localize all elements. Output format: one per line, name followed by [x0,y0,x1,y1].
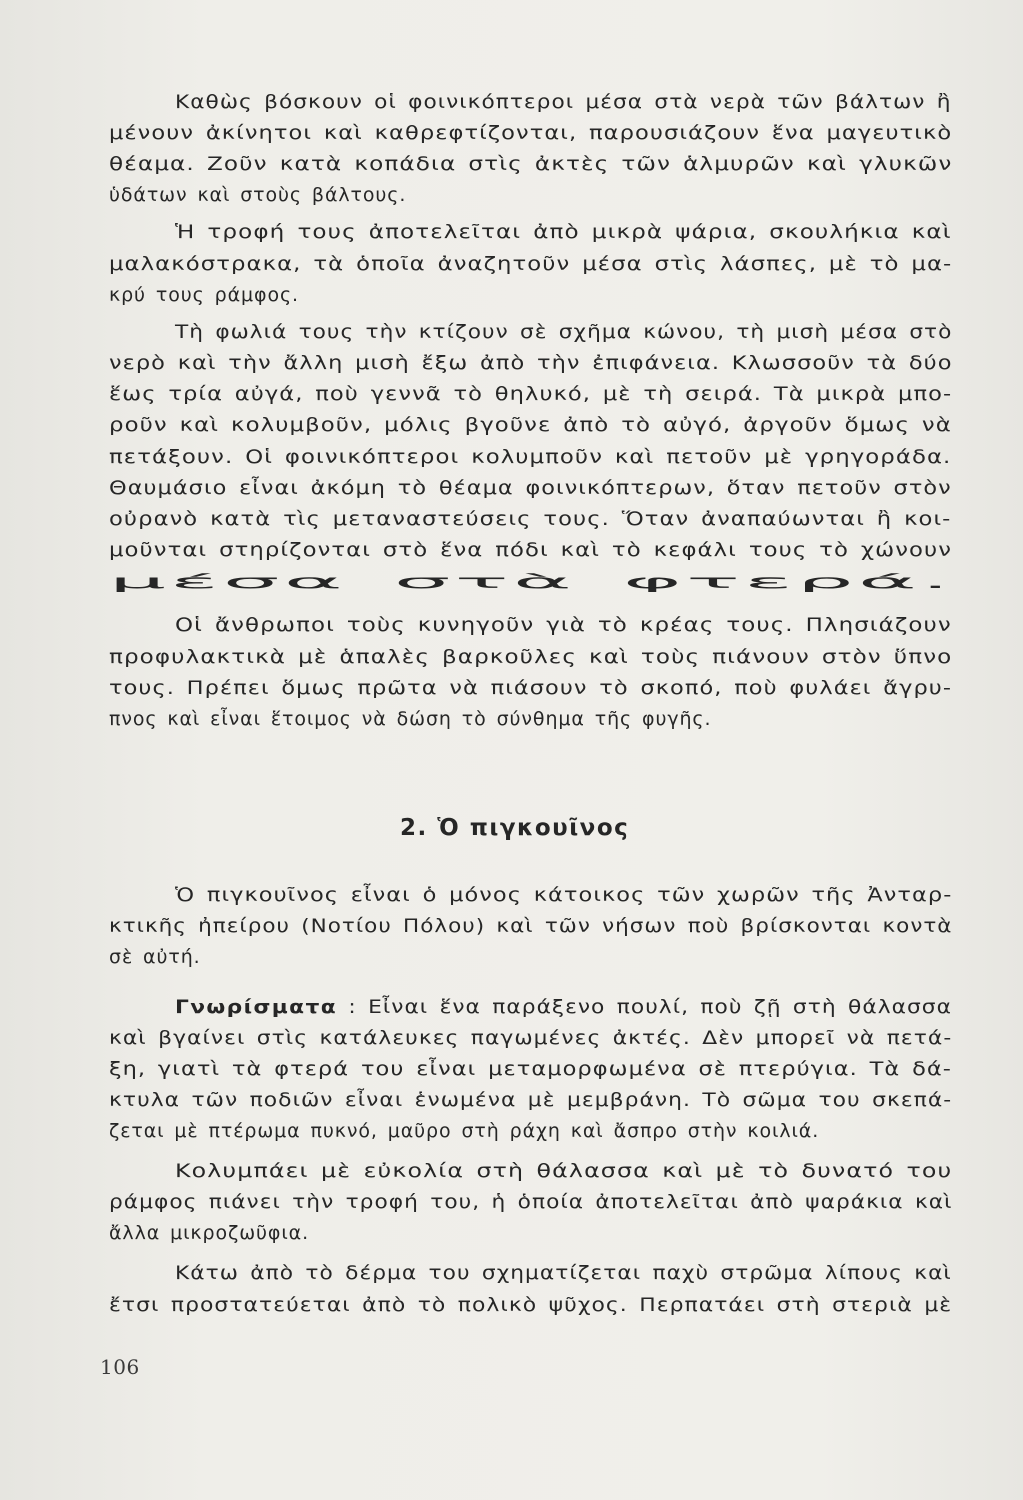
text-line: κτυλα τῶν ποδιῶν εἶναι ἑνωμένα μὲ μεμβράνη. Τὸ σῶμα του σκεπά- [109,1089,953,1111]
text-line: πνος καὶ εἶναι ἕτοιμος νὰ δώση τὸ σύνθημα τῆς φυγῆς. [109,708,712,730]
text-line: Ὁ πιγκουῖνος εἶναι ὁ μόνος κάτοικος τῶν χωρῶν τῆς Ἀνταρ- [175,884,953,906]
text-line: πετάξουν. Οἱ φοινικόπτεροι κολυμποῦν καὶ πετοῦν μὲ γρηγοράδα. [109,446,952,468]
text-line: Κάτω ἀπὸ τὸ δέρμα του σχηματίζεται παχὺ στρῶμα λίπους καὶ [175,1262,952,1284]
text-line: μέσα στὰ φτερά. [109,571,954,593]
text-line: μένουν ἀκίνητοι καὶ καθρεφτίζονται, παρουσιάζουν ἕνα μαγευτικὸ [109,122,953,144]
text-line: νερὸ καὶ τὴν ἄλλη μισὴ ἔξω ἀπὸ τὴν ἐπιφάνεια. Κλωσσοῦν τὰ δύο [109,352,953,374]
text-line: προφυλακτικὰ μὲ ἁπαλὲς βαρκοῦλες καὶ τοὺς πιάνουν στὸν ὕπνο [109,646,953,668]
text-line: σὲ αὐτή. [109,946,201,968]
text-line: καὶ βγαίνει στὶς κατάλευκες παγωμένες ἀκτές. Δὲν μπορεῖ νὰ πετά- [109,1027,953,1049]
term-separator: : [337,996,369,1018]
text-line: οὐρανὸ κατὰ τὶς μεταναστεύσεις τους. Ὅταν ἀναπαύωνται ἢ κοι- [109,508,952,530]
text-line: ἄλλα μικροζωῦφια. [109,1222,310,1244]
text-line: κτικῆς ἠπείρου (Νοτίου Πόλου) καὶ τῶν νήσων ποὺ βρίσκονται κοντὰ [109,915,953,937]
text-line: ράμφος πιάνει τὴν τροφή του, ἡ ὁποία ἀποτελεῖται ἀπὸ ψαράκια καὶ [109,1191,953,1213]
text-line: κρύ τους ράμφος. [109,284,299,306]
text-line: Θαυμάσιο εἶναι ἀκόμη τὸ θέαμα φοινικόπτερων, ὅταν πετοῦν στὸν [109,477,952,499]
section-heading: 2. Ὁ πιγκουῖνος [400,815,630,841]
page-number: 106 [100,1355,140,1379]
text-line: Καθὼς βόσκουν οἱ φοινικόπτεροι μέσα στὰ νερὰ τῶν βάλτων ἢ [175,91,952,113]
text-line [175,992,952,1022]
text-line: ροῦν καὶ κολυμβοῦν, μόλις βγοῦνε ἀπὸ τὸ αὐγό, ἀργοῦν ὅμως νὰ [109,414,952,436]
text-line: Κολυμπάει μὲ εὐκολία στὴ θάλασσα καὶ μὲ τὸ δυνατό του [175,1160,953,1182]
text-line: Οἱ ἄνθρωποι τοὺς κυνηγοῦν γιὰ τὸ κρέας τους. Πλησιάζουν [175,614,952,636]
text-line-content: Εἶναι ἕνα παράξενο πουλί, ποὺ ζῇ στὴ θάλασσα [368,996,952,1018]
text-line: ἔτσι προστατεύεται ἀπὸ τὸ πολικὸ ψῦχος. Περπατάει στὴ στεριὰ μὲ [109,1294,953,1316]
text-line: ἕως τρία αὐγά, ποὺ γεννᾶ τὸ θηλυκό, μὲ τὴ σειρά. Τὰ μικρὰ μπο- [109,383,953,405]
text-line: μοῦνται στηρίζονται στὸ ἕνα πόδι καὶ τὸ κεφάλι τους τὸ χώνουν [109,539,953,561]
text-line: Ἡ τροφή τους ἀποτελεῖται ἀπὸ μικρὰ ψάρια, σκουλήκια καὶ [175,221,952,243]
text-line: ζεται μὲ πτέρωμα πυκνό, μαῦρο στὴ ράχη καὶ ἄσπρο στὴν κοιλιά. [109,1120,820,1142]
text-line: ὑδάτων καὶ στοὺς βάλτους. [109,184,407,206]
text-line: ξη, γιατὶ τὰ φτερά του εἶναι μεταμορφωμένα σὲ πτερύγια. Τὰ δά- [109,1058,952,1080]
text-line: θέαμα. Ζοῦν κατὰ κοπάδια στὶς ἀκτὲς τῶν ἁλμυρῶν καὶ γλυκῶν [109,153,953,175]
text-line: τους. Πρέπει ὅμως πρῶτα νὰ πιάσουν τὸ σκοπό, ποὺ φυλάει ἄγρυ- [109,677,952,699]
text-line: μαλακόστρακα, τὰ ὁποῖα ἀναζητοῦν μέσα στὶς λάσπες, μὲ τὸ μα- [109,253,953,275]
text-line: Τὴ φωλιά τους τὴν κτίζουν σὲ σχῆμα κώνου, τὴ μισὴ μέσα στὸ [175,321,953,343]
term-label: Γνωρίσματα [175,996,338,1018]
